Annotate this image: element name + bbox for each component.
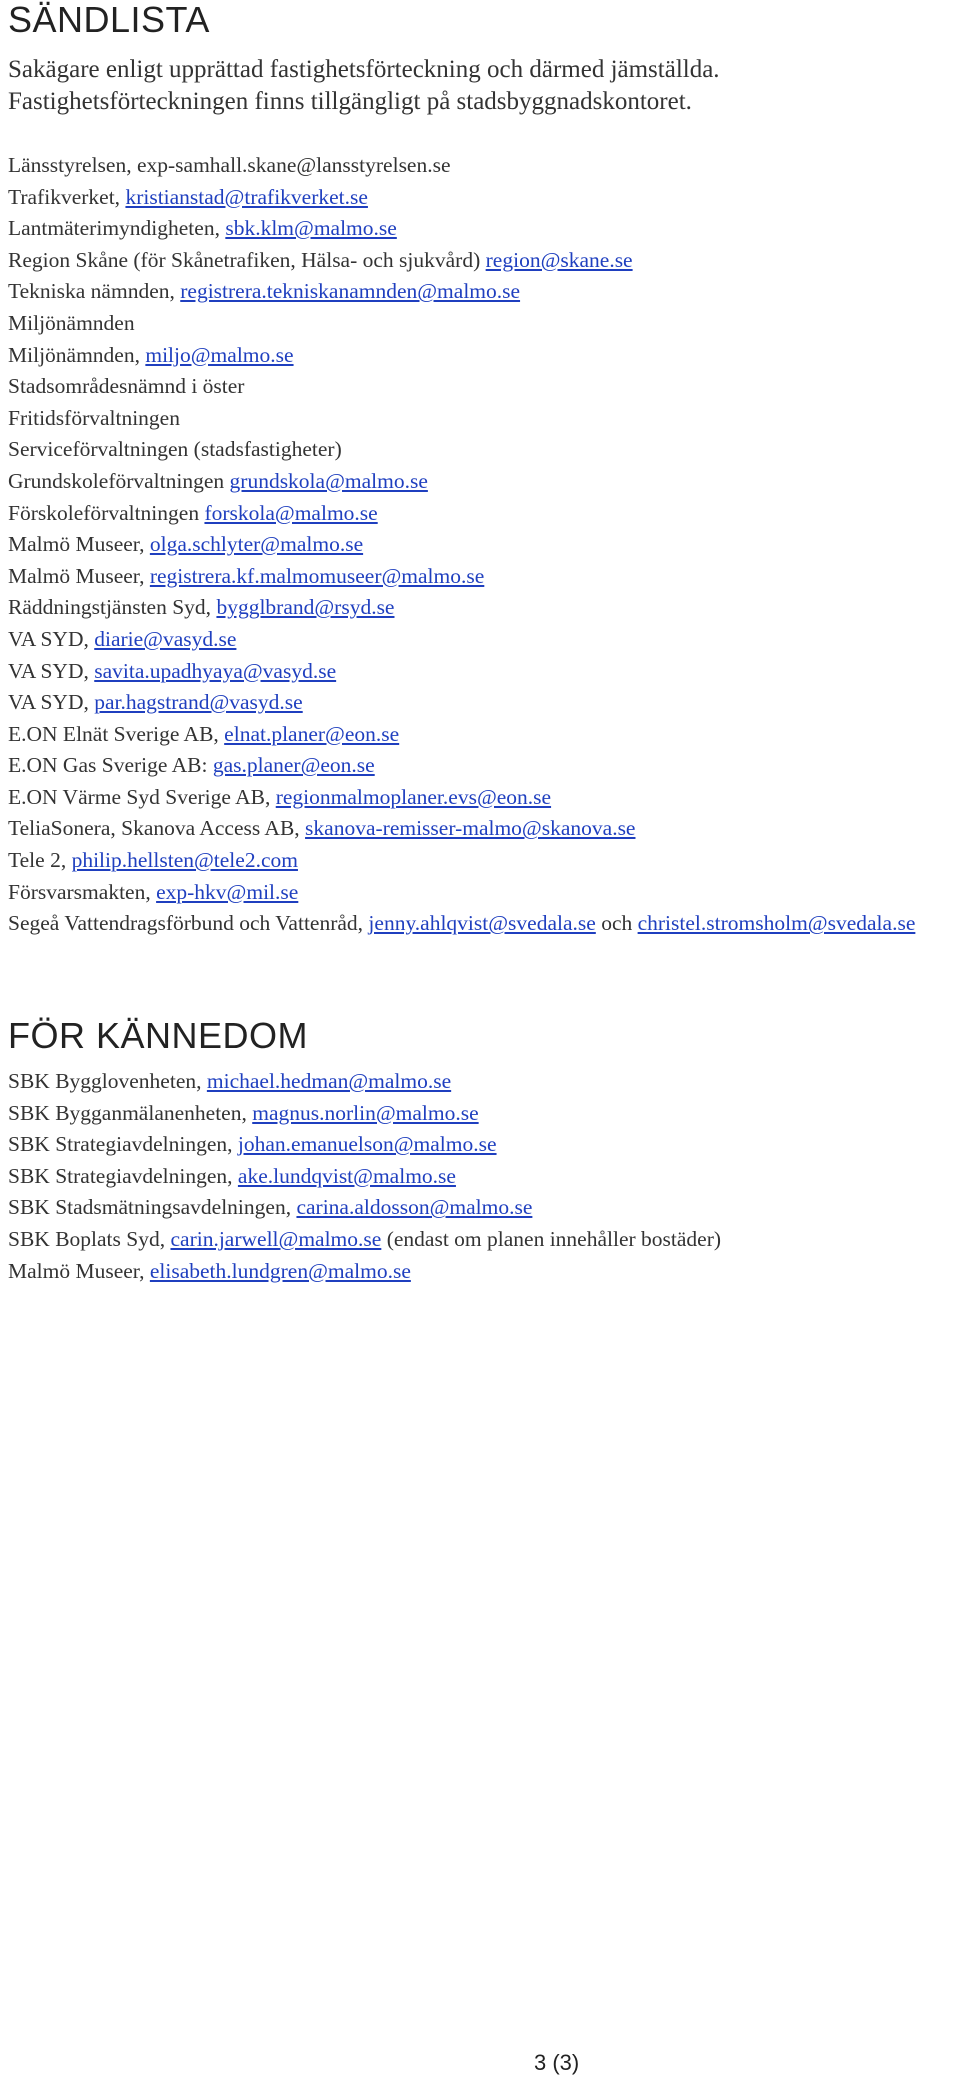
recipient-name: VA SYD, xyxy=(8,690,95,715)
list-item xyxy=(8,782,953,814)
recipient-name: Stadsområdesnämnd i öster xyxy=(8,374,245,399)
list-item xyxy=(8,340,953,372)
email-link[interactable]: carin.jarwell@malmo.se xyxy=(170,1226,382,1251)
email-link[interactable]: sbk.klm@malmo.se xyxy=(225,216,397,241)
email-link[interactable]: christel.stromsholm@svedala.se xyxy=(637,911,916,936)
list-item xyxy=(8,308,953,340)
list-item xyxy=(8,276,953,308)
intro-paragraph: Sakägare enligt upprättad fastighetsförteckning och därmed jämställda. Fastighetsförteckningen finns tillgängligt på stadsbyggnadskontoret. xyxy=(8,56,720,115)
list-item xyxy=(8,1224,953,1256)
recipient-name: Malmö Museer, xyxy=(8,1258,150,1283)
recipient-name: E.ON Värme Syd Sverige AB, xyxy=(8,784,276,809)
recipient-name: SBK Boplats Syd, xyxy=(8,1226,171,1251)
recipient-name: Räddningstjänsten Syd, xyxy=(8,595,217,620)
email-link[interactable]: par.hagstrand@vasyd.se xyxy=(94,690,303,715)
recipient-name: Grundskoleförvaltningen xyxy=(8,468,230,493)
list-item xyxy=(8,687,953,719)
recipient-name: Tekniska nämnden, xyxy=(8,279,181,304)
email-link[interactable]: diarie@vasyd.se xyxy=(94,626,237,651)
list-item xyxy=(8,561,953,593)
email-link[interactable]: registrera.kf.malmomuseer@malmo.se xyxy=(149,563,485,588)
email-link[interactable]: kristianstad@trafikverket.se xyxy=(125,184,368,209)
email-link[interactable]: elnat.planer@eon.se xyxy=(224,721,400,746)
list-item xyxy=(8,245,953,277)
email-link[interactable]: gas.planer@eon.se xyxy=(212,753,375,778)
list-item xyxy=(8,592,953,624)
recipient-name: TeliaSonera, Skanova Access AB, xyxy=(8,816,306,841)
heading-kannedom: FÖR KÄNNEDOM xyxy=(8,1015,309,1056)
recipient-name: Förskoleförvaltningen xyxy=(8,500,205,525)
recipient-name: Malmö Museer, xyxy=(8,532,150,557)
email-link[interactable]: forskola@malmo.se xyxy=(204,500,378,525)
recipient-name: E.ON Gas Sverige AB: xyxy=(8,753,213,778)
list-item xyxy=(8,182,953,214)
recipient-name: VA SYD, xyxy=(8,658,95,683)
email-link[interactable]: johan.emanuelson@malmo.se xyxy=(237,1132,497,1157)
note-text: och xyxy=(595,911,638,936)
list-item xyxy=(8,213,953,245)
list-item xyxy=(8,877,953,909)
email-link[interactable]: savita.upadhyaya@vasyd.se xyxy=(94,658,337,683)
list-item xyxy=(8,624,953,656)
recipient-name: Malmö Museer, xyxy=(8,563,150,588)
sandlista-list xyxy=(8,150,953,940)
recipient-name: VA SYD, xyxy=(8,626,95,651)
list-item xyxy=(8,1066,953,1098)
list-item xyxy=(8,656,953,688)
recipient-name: Tele 2, xyxy=(8,848,72,873)
email-link[interactable]: michael.hedman@malmo.se xyxy=(206,1069,452,1093)
list-item xyxy=(8,1192,953,1224)
recipient-name: SBK Strategiavdelningen, xyxy=(8,1163,238,1188)
email-link[interactable]: philip.hellsten@tele2.com xyxy=(71,848,298,873)
list-item xyxy=(8,1098,953,1130)
recipient-name: Miljönämnden, xyxy=(8,342,146,367)
page-number: 3 (3) xyxy=(534,2050,580,2075)
recipient-name: Region Skåne (för Skånetrafiken, Hälsa- och sjukvård) xyxy=(8,247,486,272)
email-link[interactable]: elisabeth.lundgren@malmo.se xyxy=(149,1258,411,1283)
recipient-name: Trafikverket, xyxy=(8,184,126,209)
recipient-name: Försvarsmakten, xyxy=(8,879,157,904)
list-item xyxy=(8,1161,953,1193)
email-link[interactable]: jenny.ahlqvist@svedala.se xyxy=(368,911,596,936)
list-item xyxy=(8,750,953,782)
list-item xyxy=(8,1129,953,1161)
kannedom-list xyxy=(8,1066,953,1287)
email-link[interactable]: registrera.tekniskanamnden@malmo.se xyxy=(180,279,521,304)
recipient-name: Länsstyrelsen, exp-samhall.skane@lansstyrelsen.se xyxy=(8,153,451,177)
recipient-name: Fritidsförvaltningen xyxy=(8,405,180,430)
email-link[interactable]: ake.lundqvist@malmo.se xyxy=(237,1163,456,1188)
recipient-name: Miljönämnden xyxy=(8,310,135,335)
email-link[interactable]: bygglbrand@rsyd.se xyxy=(216,595,395,620)
email-link[interactable]: magnus.norlin@malmo.se xyxy=(252,1100,479,1125)
email-link[interactable]: miljo@malmo.se xyxy=(145,342,294,367)
list-item xyxy=(8,371,953,403)
recipient-name: SBK Stadsmätningsavdelningen, xyxy=(8,1195,297,1220)
heading-sandlista: SÄNDLISTA xyxy=(8,0,210,40)
recipient-name: SBK Strategiavdelningen, xyxy=(8,1132,238,1157)
list-item xyxy=(8,403,953,435)
list-item xyxy=(8,813,953,845)
email-link[interactable]: exp-hkv@mil.se xyxy=(156,879,299,904)
list-item xyxy=(8,845,953,877)
recipient-name: SBK Bygglovenheten, xyxy=(8,1069,207,1093)
recipient-name: E.ON Elnät Sverige AB, xyxy=(8,721,225,746)
recipient-name: Serviceförvaltningen (stadsfastigheter) xyxy=(8,437,342,462)
list-item xyxy=(8,466,953,498)
email-link[interactable]: olga.schlyter@malmo.se xyxy=(149,532,364,557)
list-item xyxy=(8,529,953,561)
list-item xyxy=(8,150,953,182)
list-item xyxy=(8,908,953,940)
list-item xyxy=(8,434,953,466)
email-link[interactable]: skanova-remisser-malmo@skanova.se xyxy=(305,816,636,841)
list-item xyxy=(8,1256,953,1288)
list-item xyxy=(8,719,953,751)
note-text: (endast om planen innehåller bostäder) xyxy=(381,1226,722,1251)
recipient-name: Segeå Vattendragsförbund och Vattenråd, xyxy=(8,911,369,936)
recipient-name: Lantmäterimyndigheten, xyxy=(8,216,226,241)
recipient-name: SBK Bygganmälanenheten, xyxy=(8,1100,253,1125)
email-link[interactable]: regionmalmoplaner.evs@eon.se xyxy=(275,784,552,809)
email-link[interactable]: grundskola@malmo.se xyxy=(229,468,428,493)
list-item xyxy=(8,498,953,530)
email-link[interactable]: region@skane.se xyxy=(485,247,633,272)
email-link[interactable]: carina.aldosson@malmo.se xyxy=(296,1195,533,1220)
